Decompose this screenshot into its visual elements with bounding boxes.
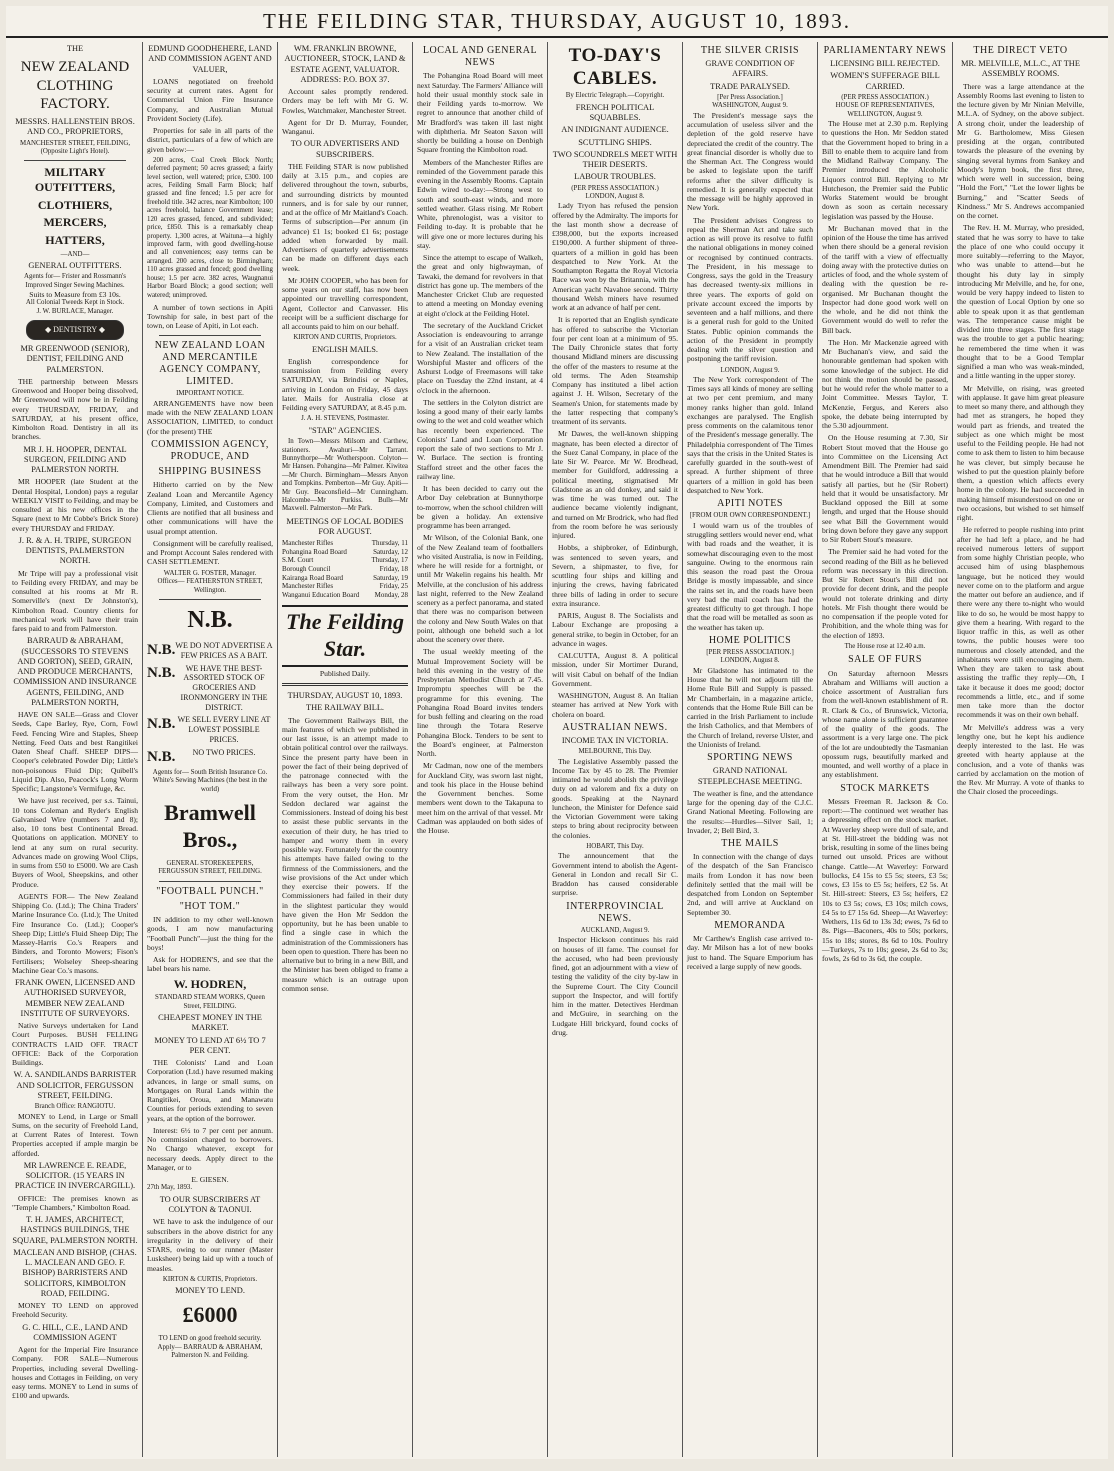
column-7: [818, 42, 953, 1457]
cables-head-5: LABOUR TROUBLES.: [574, 172, 656, 182]
sporting-title: SPORTING NEWS: [707, 752, 793, 764]
dateline: THURSDAY, AUGUST 10, 1893.: [287, 691, 403, 701]
apply-barraud: Apply— BARRAUD & ABRAHAM, Palmerston N. and Feilding.: [157, 1343, 263, 1360]
sporting-body: The weather is fine, and the attendance large for the opening day of the C.J.C. Grand National Meeting. Following are the results:—Hurdles—Silver Sail, 1; Invader, 2; Bell Bird, 3.: [687, 788, 813, 835]
goodhere-title: EDMUND GOODHEHERE, LAND AND COMMISSION AGENT AND VALUER,: [148, 44, 272, 74]
meeting-body: Kairanga Road Board: [282, 573, 344, 582]
nb-row-text: WE DO NOT ADVERTISE A FEW PRICES AS A BAIT.: [175, 641, 273, 660]
giesen-sign: E. GIESEN.: [191, 1175, 229, 1185]
apiti-notes-title: APITI NOTES: [717, 498, 783, 510]
cables-body-6: CALCUTTA, August 8. A political mission, under Sir Mortimer Durand, will visit Cabul on behalf of the Indian Government.: [552, 651, 678, 688]
meeting-date: Monday, 28: [374, 590, 408, 599]
cables-body-3: Mr Dawes, the well-known shipping magnate, has been elected a director of the Suez Canal Company, in place of the late Sir W. Pearce. Mr W. Brodhead, member for Guildford, addressing a political meeting, stigmatised Mr Gladstone as an old donkey, and said it was time he was turned out. The audience became violently indignant, and turned on Mr Brodrick, who had fled from the room before he was seriously injured.: [552, 429, 678, 541]
hill-title: G. C. HILL, C.E., LAND AND COMMISSION AGENT: [22, 1322, 128, 1342]
stock-body: Messrs Freeman R. Jackson & Co. report:—The continued wet weather has a depressing effect on the stock market. At Waverley sheep were dull of sale, and at St. Hill-street the bidding was not brisk, resulting in some of the lines being turned out unsold. Prices are without change. Cattle—At Waverley: Forward bullocks, £4 15s to £5 5s; steers, £3 5s; cows, £3 15s to £5 5s; heifers, £2 5s. At St. Hill-street: Steers, £3 5s; heifers, £2 10s to £3 5s; cows, £3 10s; milch cows, £4 5s to £7 15s 6d. Sheep—At Waverley: Wethers, 11s 6d to 13s 3d; ewes, 7s 6d to 8s. Pigs—Baconers, 40s to 50s; porkers, 15s to 18s; stores, 8s 6d to 10s. Poultry—Turkeys, 7s to 10s; geese, 2s 6d to 3s; fowls, 2s 6d to 3s 6d, the couple.: [822, 796, 948, 963]
owen-title: FRANK OWEN, LICENSED AND AUTHORISED SURVEYOR, MEMBER NEW ZEALAND INSTITUTE OF SURVEYORS.: [14, 978, 136, 1018]
english-mails: ENGLISH MAILS.: [311, 344, 379, 354]
cheapest-money: CHEAPEST MONEY IN THE MARKET.: [158, 1013, 262, 1033]
nb-mark: N.B.: [147, 748, 176, 765]
silver-sub-1: GRAVE CONDITION OF AFFAIRS.: [705, 59, 795, 79]
divider: [159, 881, 261, 882]
bramwell-sub: GENERAL STOREKEEPERS, FERGUSSON STREET, FEILDING.: [158, 859, 262, 876]
hobart-dateline: HOBART, This Day.: [586, 842, 644, 850]
offices-address: Offices— FEATHERSTON STREET, Wellington.: [157, 578, 263, 594]
hodren-sub: STANDARD STEAM WORKS, Queen Street, FEILDING.: [155, 994, 265, 1010]
barraud-agents: AGENTS FOR— The New Zealand Shipping Co. (Ltd.); The China Traders' Marine Insurance Co. (Ltd.); The United Fire Insurance Co. (Ltd.); Cooper's Sheep Dip; Little's Fluid Sheep Dip; The Massey-Harris Co.'s Reapers and Binders, and Toronto Mowers; Fison's Fertilisers; Wolseley Sheep-shearing Machine Gear Co.'s masons.: [12, 891, 138, 975]
nb-row: [147, 664, 273, 713]
factory-title: NEW ZEALAND CLOTHING FACTORY.: [20, 59, 130, 112]
colonists-body: THE Colonists' Land and Loan Corporation (Ltd.) have resumed making advances, in large or small sums, on Mortgages on Rural Lands within the Rangitikei, Oroua, and Manawatu Counties for periods extending to seven years, at the option of the borrower.: [147, 1058, 273, 1123]
consignment-text: Consignment will be carefully realised, and Prompt Account Sales rendered with CASH SETTLEMENT.: [147, 538, 273, 567]
dentist-emblem: ◆ DENTISTRY ◆: [26, 320, 124, 340]
reade-title: MR LAWRENCE E. READE, SOLICITOR. (15 YEARS IN PRACTICE IN INVERCARGILL).: [14, 1160, 136, 1191]
hobart-body: The announcement that the Government intend to abolish the Agent-General in London and recall Sir C. Braddon has caused considerable surprise.: [552, 851, 678, 898]
nb-row-text: WE HAVE THE BEST-ASSORTED STOCK OF GROCERIES AND IRONMONGERY IN THE DISTRICT.: [180, 663, 268, 712]
arrangements-text: ARRANGEMENTS have now been made with the NEW ZEALAND LOAN ASSOCIATION, LIMITED, to conduct (for the present) THE: [147, 398, 273, 436]
published-daily: Published Daily.: [319, 668, 371, 678]
divider: [282, 683, 408, 686]
newspaper-flag: The Feilding Star.: [282, 605, 408, 667]
franklin-body: Account sales promptly rendered. Orders may be left with Mr G. W. Fowles, Watchmaker, Manchester Street.: [282, 87, 408, 115]
nb-mark: N.B.: [147, 664, 176, 681]
memoranda-body: Mr Carthew's English case arrived to-day. Mr Milson has a lot of new books just to hand. The Square Emporium has received a large supply of new goods.: [687, 934, 813, 971]
mercers: MERCERS,: [43, 215, 107, 230]
melbourne-dateline: MELBOURNE, This Day.: [578, 748, 652, 756]
column-1: [8, 42, 143, 1457]
table-row: [282, 591, 408, 600]
important-notice: IMPORTANT NOTICE.: [176, 390, 244, 398]
nb-row: [147, 641, 273, 661]
sandilands-branch: Branch Office: RANGIOTU.: [34, 1103, 116, 1111]
suits-text: Suits to Measure from £3 10s.: [29, 290, 121, 300]
house-label: HOUSE OF REPRESENTATIVES,: [835, 102, 935, 110]
nb-heading: N.B.: [187, 606, 233, 633]
mails-body: In connection with the change of days of the despatch of the San Francisco mails from London it has now been definitely settled that the mail will be despatched from London on September 2nd, and will arrive at Auckland on September 30.: [687, 852, 813, 917]
melbourne-body: The Legislative Assembly passed the Income Tax by 45 to 28. The Premier intimated he would abolish the privilege duty on ad valorem and fix a duty on goods. Speaking at the Naynard luncheon, the Minister for Defence said the Victorian Government were taking steps to bring about reciprocity between the colonies.: [552, 756, 678, 840]
direct-veto-sub: MR. MELVILLE, M.L.C., AT THE ASSEMBLY ROOMS.: [961, 59, 1080, 79]
home-body: Mr Gladstone has intimated to the House that he will not adjourn till the Home Rule Bill and Supply is passed. Mr Chamberlain, in a magazine article, contends that the Home Rule Bill can be carried in the Irish Parliament to include the Irish Catholics, and that Members of the Church of Ireland, reverse Ulster, and the Unionists of Ireland.: [687, 665, 813, 749]
local-body-3: Since the attempt to escape of Walkeh, the great and only highwayman, of Tawaki, the demand for revolvers in that district has gone up. The members of the Manchester Cricket Club are requested to attend a meeting on Monday evening at eight o'clock at the Feilding Hotel.: [417, 253, 543, 318]
meeting-body: S.M. Court: [282, 556, 314, 565]
local-body-7: Mr Wilson, of the Colonial Bank, one of the New Zealand team of footballers who visited Australia, is now in Feilding, where he will reside for a fortnight, or until Mr Wakelin regains his health. Mr Melville, at the conclusion of his address last night, referred to the New Zealand scenery as a perfect panorama, and stated that there was no comparison between the colony and New South Wales on that point, although one beheld such a lot about the scenery over there.: [417, 533, 543, 645]
cables-body-4: Hobbs, a shipbroker, of Edinburgh, was sentenced to seven years, and Severn, a shipmaster, to five, for scuttling four ships and killing and injuring the crews, having fabricated three bills of lading in order to secure extra insurance.: [552, 543, 678, 608]
cables-body-7: WASHINGTON, August 8. An Italian steamer has arrived at New York with cholera on board.: [552, 691, 678, 719]
subscribers-body: THE Feilding STAR is now published daily at 3.15 p.m., and copies are delivered throughout the town, suburbs, and surrounding districts by mounted runners, and is for sale by our runner, and at the office of Mr Maitland's Coach. Terms of subscription—Per annum (in advance) £1 1s; booked £1 6s; postage added when forwarded by mail. Advertisers of quarterly advertisements can be made on different days each week.: [282, 161, 408, 273]
hodren-title: W. HODREN,: [173, 976, 247, 991]
cooper-body: Mr JOHN COOPER, who has been for some years on our staff, has now been appointed our travelling correspondent, Agent, Collector and Canvasser. His receipt will be a sufficient discharge for all accounts paid to him on our behalf.: [282, 275, 408, 331]
silver-body-2: The President advises Congress to repeal the Sherman Act and take such action as will prove its resolve to fulfil the national obligations in money coined or recognised by continued contracts. The President, in his message to Congress, says the gold in the Treasury has decreased twenty-six millions in three years. The exports of gold on private account exceed the imports by seventeen and a half millions, and there is a general rush for gold to the United States. Public opinion commands the action of the President in promptly dealing with the silver question and postponing the tariff revision.: [687, 215, 813, 364]
and-label: —AND—: [60, 250, 90, 258]
meeting-body: Wanganui Education Board: [282, 590, 360, 599]
cables-head-2: AN INDIGNANT AUDIENCE.: [561, 125, 669, 135]
furs-body: On Saturday afternoon Messrs Abraham and Williams will auction a choice assortment of Australian furs from the well-known establishment of R. R. Clark & Co., of Brunswick, Victoria, whose name alone is sufficient guarantee of the quality of the goods. The assortment is a very large one. The pick of the lot are undoubtedly the Tasmanian opossum rugs, beautifully marked and mounted, and well worthy of a place in any establishment.: [822, 668, 948, 780]
hot-tom-body: IN addition to my other well-known goods, I am now manufacturing "Football Punch"—just the thing for the boys!: [147, 915, 273, 952]
meetings-table: [282, 539, 408, 599]
six-thousand: £6000: [182, 1302, 238, 1328]
factory-props: MESSRS. HALLENSTEIN BROS. AND CO., PROPRIETORS,: [15, 117, 135, 137]
meeting-date: Thursday, 17: [371, 556, 408, 565]
football-punch: "FOOTBALL PUNCH.": [156, 885, 264, 897]
column-6: [683, 42, 818, 1457]
owen-body: Native Surveys undertaken for Land Court Purposes. BUSH FELLING CONTRACTS LAID OFF. TRACT OFFICE: Back of the Corporation Buildings.: [12, 1021, 138, 1068]
local-body-8: The usual weekly meeting of the Mutual Improvement Society will be held this evening in the vestry of the Presbyterian Methodist Church at 7.45. Impromptu speeches will be the programme for this evening. The Pohangina Road Board invites tenders for bush felling and clearing on the road line through the Totara Reserve Pohangina Block. Tenders to be sent to the Board's engineer, at Palmerston North.: [417, 647, 543, 759]
column-5: [548, 42, 683, 1457]
local-body-9: Mr Cadman, now one of the members for Auckland City, was sworn last night, and took his place in the House behind the Government benches. Some members went down to the Takapuna to meet him on the arrival of that vessel. Mr Cadman was applauded on both sides of the House.: [417, 761, 543, 836]
agencies-list: In Town—Messrs Milsom and Carthew, stationers. Awahuri—Mr Tarrant. Bunnythorpe—Mr Wotherspoon. Colyton—Mr Hansen. Pohangina—Mr Palmer. Kiwitea—Mr Church. Birmingham—Messrs Anyon and Tompkins. Pemberton—Mr Guy. Apiti—Mr Guy. Beaconsfield—Mr Cunningham. Halcombe—Mr Purkiss. Bulls—Mr Maxwell. Palmerston—Mr Park.: [282, 438, 408, 513]
money-lend-title: MONEY TO LEND.: [175, 1286, 245, 1296]
general-outfitters: GENERAL OUTFITTERS.: [28, 261, 122, 271]
maclean-title: MACLEAN AND BISHOP, (CHAS. L. MACLEAN AND GEO. F. BISHOP) BARRISTERS AND SOLICITORS, KIMBOLTON ROAD, FEILDING.: [13, 1247, 137, 1298]
hooper-notice: MR HOOPER (late Student at the Dental Hospital, London) pays a regular WEEKLY VISIT to Feilding, and may be consulted at his new offices in the Square (next to Mr Cobbe's Brick Store) every THURSDAY and FRIDAY.: [12, 477, 138, 533]
meeting-body: Manchester Rifles: [282, 539, 334, 548]
shipping-business: SHIPPING BUSINESS: [158, 466, 262, 478]
press-assoc: (PER PRESS ASSOCIATION.): [841, 93, 929, 101]
meeting-date: Thursday, 11: [371, 539, 408, 548]
parl-body-4: On the House resuming at 7.30, Sir Robert Stout moved that the House go into Committee on the Licensing Act Amendment Bill. The Premier had said that he would introduce a Bill that would satisfy all parties, but he (Sir Robert) held that it would be unsatisfactory. Mr Buckland opposed the Bill at some length, and urged that the House should see what Bill the Government would bring down before they gave any support to Sir Robert Stout's measure.: [822, 433, 948, 545]
bramwell-agents: Agents for— South British Insurance Co. White's Sewing Machines (the best in the world): [152, 768, 268, 793]
meeting-body: Pohangina Road Board: [282, 547, 347, 556]
six-thousand-body: TO LEND on good freehold security.: [158, 1335, 262, 1343]
cables-sub: By Electric Telegraph.—Copyright.: [565, 92, 665, 100]
direct-veto-title: THE DIRECT VETO: [973, 45, 1068, 56]
meeting-date: Friday, 25: [379, 582, 408, 591]
the-label: THE: [66, 44, 84, 53]
meeting-date: Saturday, 19: [373, 573, 408, 582]
factory-opposite: (Opposite Light's Hotel).: [40, 148, 110, 156]
barraud-body: HAVE ON SALE—Grass and Clover Seeds, Cape Barley, Rye, Corn, Fowl Feed. Fencing Wire and Staples, Sheep Netting. Feed Oats and best Rangitikei Oaten Sheaf Chaff. SHEEP DIPS—Cooper's celebrated Powder Dip; Little's non-poisonous Fluid Dip; Quibell's Liquid Dip. Also, Peacock's Long Worm Specific; Langstone's Vermifuge, &c.: [12, 710, 138, 794]
goodhere-body: LOANS negotiated on freehold security at current rates. Agent for Commercial Union Fire Insurance Company, and Australian Mutual Provident Society (Life).: [147, 76, 273, 123]
press-assoc: (PER PRESS ASSOCIATION.): [571, 184, 659, 192]
tweeds-text: All Colonial Tweeds Kept in Stock.: [25, 299, 125, 307]
home-sub: [PER PRESS ASSOCIATION.]: [706, 649, 794, 656]
nb-row-text: NO TWO PRICES.: [192, 747, 256, 757]
column-4: [413, 42, 548, 1457]
columns: [6, 38, 1108, 1457]
colyton-body: WE have to ask the indulgence of our subscribers in the above district for any irregularity in the delivery of their STARS, owing to our runner (Master Lusksheer) being laid up with a touch of measles.: [147, 1217, 273, 1273]
money-lend-notice: MONEY to Lend, in Large or Small Sums, on the security of Freehold Land, at Current Rates of Interest. Town Properties accepted if ample margin be afforded.: [12, 1111, 138, 1158]
railway-body: The Government Railways Bill, the main features of which we published in our last issue, is an attempt made to obtain political control over the railways. Since the present party have been in power the fact of their being deprived of the patronage connected with the railways has been a very sore point. From the very outset, the Hon. Mr Seddon declared war against the Commissioners. Instead of doing his best to assist these public servants in the execution of their duty, he has tried to hamper and worry them in every possible way. Fortunately for the country his attempts have failed owing to the firmness of the Commissioners, and the wise provisions of the Act under which they exercise their powers. If the Commissioners had failed in their duty in the slightest particular they would have given the Hon Mr Seddon the opportunity, but he has been unable to find a single case in which the administration of the Commissioners has been open to question. There has been no alternative but to bring in a new Bill, and the Minister has been obliged to frame a measure which is an outrage upon common sense.: [282, 715, 408, 993]
factory-address: MANCHESTER STREET, FEILDING,: [19, 139, 131, 147]
silver-body-1: The President's message says the accumulation of useless silver and the depletion of the gold reserve have depreciated the credit of the country. The great financial disorder is wholly due to the Sherman Act. The Congress would be asked to legislate upon the tariff reforms after the silver difficulty is remedied. It is generally expected that the message will be highly approved in New York.: [687, 110, 813, 213]
reade-office: OFFICE: The premises known as "Temple Chambers," Kimbolton Road.: [12, 1193, 138, 1212]
kirton-sign: KIRTON & CURTIS, Proprietors.: [162, 1275, 258, 1283]
barraud-title: BARRAUD & ABRAHAM, (SUCCESSORS TO STEVENS AND GORTON), SEED, GRAIN, AND PRODUCE MERCHANTS, COMMISSION AND INSURANCE AGENTS, FEILDING, AND PALMERSTON NORTH,: [13, 636, 137, 707]
tripe-notice: Mr Tripe will pay a professional visit to Feilding every FRIDAY, and may be consulted at his rooms at Mr R. Somerville's (next Dr Johnston's), Kimbolton Road. Country clients for mechanical work will have their train fares paid to and from Palmerston.: [12, 568, 138, 634]
newspaper-page: [6, 6, 1108, 1459]
table-row: [282, 556, 408, 565]
london-dateline: LONDON, August 9.: [720, 366, 780, 374]
town-sections: A number of town sections in Apiti Township for sale, in best part of the town, on Lease of Apiti, in Lot each.: [147, 302, 273, 331]
tripe-title: J. R. & A. H. TRIPE, SURGEON DENTISTS, PALMERSTON NORTH.: [18, 535, 132, 566]
silver-crisis-title: THE SILVER CRISIS: [700, 45, 800, 56]
bramwell-title: Bramwell Bros.,: [164, 800, 256, 853]
local-body-5: The settlers in the Colyton district are losing a good many of their early lambs owing to the wet and cold weather which has recently been experienced. The Colonists' Land and Loan Corporation report the sale of two sections to Mr J. W. Burlace. The section is fronting Stafford street and the other faces the railway line.: [417, 397, 543, 481]
money-to-lend-rate: MONEY TO LEND AT 6½ TO 7 PER CENT.: [154, 1035, 266, 1055]
grand-national: GRAND NATIONAL STEEPLECHASE MEETING.: [697, 766, 803, 786]
veto-body-3: Mr Melville, on rising, was greeted with applause. It gave him great pleasure to meet so many there, and although they had met as strangers, he hoped they would part as friends, and treated the subject as one which might be most useful to the Feilding people. He had not come to ask them to listen to him because he was clever, but simply because he wished to put the question plainly before them, a question which affects every home in the colony. He had succeeded in making himself misunderstood on one or two occasions, but wished to set himself right.: [957, 383, 1084, 523]
washington-dateline: WASHINGTON, August 9.: [712, 102, 788, 110]
commission-agency: COMMISSION AGENCY, PRODUCE, AND: [151, 438, 269, 463]
home-dateline: LONDON, August 8.: [720, 657, 780, 665]
wellington-dateline: WELLINGTON, August 9.: [847, 110, 923, 118]
parl-sub-1: LICENSING BILL REJECTED.: [830, 59, 940, 69]
star-agencies: "STAR" AGENCIES.: [308, 425, 382, 435]
meeting-body: Manchester Rifles: [282, 582, 334, 591]
memoranda-title: MEMORANDA: [714, 919, 786, 931]
outfitters: MILITARY OUTFITTERS,: [34, 165, 116, 195]
divider: [159, 599, 261, 600]
shipping-body: Hitherto carried on by the New Zealand Loan and Mercantile Agency Company, Limited, and Customers and Clients are notified that all business and other communications will have the usual prompt attention.: [147, 480, 273, 536]
greenwood-title: MR GREENWOOD (SENIOR), DENTIST, FEILDING AND PALMERSTON.: [20, 344, 130, 374]
parl-body-1: The House met at 2.30 p.m. Replying to questions the Hon. Mr Seddon stated that the Government hoped to bring in a Bill to enable them to acquire land from the Midland Railway Company. The Premier introduced the Alcoholic Liquors control Bill. Replying to Mr Hutcheson, the Premier said the Public Works Statement would be brought down as soon as certain necessary legislation was passed by the House.: [822, 119, 948, 221]
clothiers: CLOTHIERS,: [37, 197, 113, 212]
cables-body-5: PARIS, August 8. The Socialists and Labour Exchange are proposing a general strike, to begin in October, for an advance in wages.: [552, 611, 678, 648]
cables-title: TO-DAY'S CABLES.: [568, 45, 662, 90]
local-body-2: Members of the Manchester Rifles are reminded of the Government parade this evening in the Assembly Rooms. Captain Edwin wired to-day:—Strong west to south and south-east winds, and more settled weather. Glass rising. Mr Robert White, phrenologist, was a visitor to Feilding to-day. It is probable that he will give one or more lectures during his stay.: [417, 157, 543, 250]
parl-body-3: The Hon. Mr Mackenzie agreed with Mr Buchanan's view, and said the honourable gentleman had spoken with some knowledge of the subject. He did not think the motion should be passed, but he would refer the whole matter to a Joint Committee. Messrs Taylor, T. McKenzie, Fergus, and Kerers also spoke, the debate being interrupted by the 5.30 adjournment.: [822, 337, 948, 431]
foster-manager: WALTER G. FOSTER, Manager.: [163, 569, 257, 577]
divider: [159, 335, 261, 336]
sale-furs-title: SALE OF FURS: [848, 654, 922, 666]
cables-body-1: Lady Tryon has refused the pension offered by the Admiralty. The imports for the last month show a decrease of £398,000, but the exports increased £190,000. A further shipment of three-quarters of a million in gold has been despatched to New York. At the Southampton Regatta the Royal Victoria Race was won by the Britannia, with the American yacht Navahoe second. Thirty thousand Welsh miners have resumed work at an advance of half per cent.: [552, 201, 678, 313]
australian-news: AUSTRALIAN NEWS.: [562, 721, 668, 733]
silver-sub-2: TRADE PARALYSED.: [710, 81, 790, 91]
parl-body-2: Mr Buchanan moved that in the opinion of the House the time has arrived when there should be a general revision of the tariff with a view of effectually doing away with the protective duties on articles of food, and the whole system of dealing with the question be re-organised. Mr Buchanan thought the Inspector had done good work well on the whole, and he did not think the Government would do well to refer the Bill back.: [822, 223, 948, 335]
meetings-title: MEETINGS OF LOCAL BODIES FOR AUGUST.: [286, 516, 404, 537]
agents-text: Agents for— Frister and Rossmann's Improved Singer Sewing Machines.: [24, 273, 126, 289]
mails-title: THE MAILS: [721, 838, 779, 850]
divider: [24, 160, 126, 161]
auckland-dateline: AUCKLAND, August 9.: [580, 927, 650, 935]
parliamentary-title: PARLIAMENTARY NEWS: [823, 45, 947, 56]
cables-head-4: TWO SCOUNDRELS MEET WITH THEIR DESERTS.: [552, 149, 678, 170]
nb-row-text: WE SELL EVERY LINE AT LOWEST POSSIBLE PRICES.: [177, 715, 271, 744]
house-rose: The House rose at 12.40 a.m.: [844, 642, 926, 650]
greenwood-notice: THE partnership between Messrs Greenwood and Hooper being dissolved, Mr Greenwood will now be in Feilding every THURSDAY, FRIDAY, and SATURDAY, at his present office, Kimbolton Road. Dentistry in all its branches.: [12, 376, 138, 442]
subscribers-title: TO OUR ADVERTISERS AND SUBSCRIBERS.: [290, 139, 400, 159]
cables-head-3: SCUTTLING SHIPS.: [578, 137, 652, 147]
railway-title: THE RAILWAY BILL.: [305, 703, 385, 713]
local-body-4: The secretary of the Auckland Cricket Association is endeavouring to arrange for a visit of an Australian cricket team to New Zealand. The installation of the Worshipful Master and officers of the Ashurst Lodge of Freemasons will take place on Tuesday the 22nd instant, at 4 o'clock in the afternoon.: [417, 320, 543, 395]
local-body-6: It has been decided to carry out the Arbor Day celebration at Bunnythorpe to-morrow, when the school children will be given a holiday. An extensive programme has been arranged.: [417, 484, 543, 531]
burlace-manager: J. W. BURLACE, Manager.: [36, 307, 114, 315]
sandilands-title: W. A. SANDILANDS BARRISTER AND SOLICITOR, FERGUSSON STREET, FEILDING.: [13, 1070, 137, 1100]
apiti-sub: [FROM OUR OWN CORRESPONDENT.]: [689, 512, 811, 520]
veto-body-1: There was a large attendance at the Assembly Rooms last evening to listen to the lecture given by Mr Ninian Melville, M.L.A. of Sydney, on the above subject. A strong choir, under the leadership of Mr G. Bartholomew, Miss Giesen presiding at the organ, contributed towards the pleasure of the evening by singing several hymns from Sankey and Moody's hymn book, the first three, which were well in succession, being "Hold the Fort," "Let the lower lights be Burning," and "Scatter Seeds of Kindness." Mr S. Andrews accompanied on the cornet.: [957, 81, 1084, 221]
masthead: THE FEILDING STAR, THURSDAY, AUGUST 10, 1893.: [6, 6, 1108, 38]
hatters: HATTERS,: [45, 232, 105, 247]
table-row: [282, 574, 408, 583]
nb-row: [147, 748, 273, 766]
maclean-body: MONEY TO LEND on approved Freehold Security.: [12, 1301, 138, 1320]
meeting-date: Saturday, 12: [373, 547, 408, 556]
kirton-proprietors: KIRTON AND CURTIS, Proprietors.: [293, 334, 397, 342]
table-row: [282, 548, 408, 557]
nb-mark: N.B.: [147, 716, 176, 733]
giesen-date: 27th May, 1893.: [147, 1184, 193, 1192]
home-politics-title: HOME POLITICS: [708, 634, 792, 646]
barraud-body-2: We have just received, per s.s. Tainui, 10 tons Coleman and Ryder's English Galvanised Wire (numbers 7 and 8); also, 10 tons best Continental Bread. Quotations on application. MONEY to lend at any sum on rural security. Advances made on growing Wool Clips, in sums from £50 to £5000. We are Cash Buyers of Wool, Sheepskins, and other Produce.: [12, 796, 138, 889]
table-row: [282, 539, 408, 548]
properties-list: 200 acres, Coal Creek Block North; deferred payment; 50 acres grassed; a fairly level section, well watered; price, £300. 100 acres, Feilding Small Farm Block; half grassed and fine fenced; 1.5 per acre for freehold title. 342 acres, near Kimbolton; 100 acres freehold, balance Government lease; 120 acres grassed, fenced, and subdivided; price, £850. This is a remarkably cheap property. 1,300 acres, at Waituna—a highly improved farm, with good dwelling-house and all conveniences; easy terms can be arranged. 200 acres, close to Birmingham; 110 acres grassed and fenced; good dwelling house; 1.5 per acre. 382 acres, Waugnanui Harbor Board Block; a good section; well watered; unimproved.: [147, 156, 273, 299]
loan-company-title: NEW ZEALAND LOAN AND MERCANTILE AGENCY COMPANY, LIMITED.: [154, 339, 266, 388]
franklin-agent: Agent for Dr D. Murray, Founder, Wanganui.: [282, 117, 408, 136]
veto-body-5: Mr Melville's address was a very lengthy one, but he kept his audience deeply interested to the last. He was greeted with hearty applause at the conclusion, and a vote of thanks was carried by acclamation on the motion of the Rev. Mr Murray. A vote of thanks to the Chair closed the proceedings.: [957, 722, 1084, 797]
parl-body-5: The Premier said he had voted for the second reading of the Bill as he believed reform was necessary in this direction. But Sir Robert Stout's Bill did not provide for decent drink, and the people would not tolerate drinking and dirty hotels. Mr Fish thought there would be no compensation if the people voted for Prohibition, and the whole thing was for the election of 1893.: [822, 547, 948, 640]
apiti-body: I would warn us of the troubles of struggling settlers would never end, what with bad roads and the weather, it is somewhat discouraging even to the most sanguine. Owing to the enormous rain this season the road past the Oroua Bridge is mostly impassable, and since the rains set in, and the roads have been very bad the mail coach has had the greatest difficulty to get through. I hope that the road will be metalled as soon as the weather has taken up.: [687, 520, 813, 632]
properties-intro: Properties for sale in all parts of the district, particulars of a few of which are given below:—: [147, 126, 273, 154]
meeting-date: Friday, 18: [379, 564, 408, 573]
local-body: The Pohangina Road Board will meet next Saturday. The Farmers' Alliance will hold their usual monthly stock sale in their Feilding yards to-morrow. We regret to announce that another child of Mr Bradford's was taken ill last night with diphtheria. Mr Seaton Saxon will shortly be building a house on Denbigh Square fronting the Kimbolton road.: [417, 71, 544, 155]
meeting-body: Borough Council: [282, 564, 331, 573]
interprovincial-news: INTERPROVINCIAL NEWS.: [566, 900, 664, 924]
column-3: [278, 42, 413, 1457]
mails-body: English correspondence for transmission from Feilding every SATURDAY, via Brindisi or Naples, arriving in London on Friday, 45 days later. Mails for Australia close at Feilding every SATURDAY, at 8.45 p.m.: [282, 356, 408, 413]
james-title: T. H. JAMES, ARCHITECT, HASTINGS BUILDINGS, THE SQUARE, PALMERSTON NORTH.: [12, 1215, 138, 1245]
hodren-ask: Ask for HODREN'S, and see that the label bears his name.: [147, 955, 273, 974]
press-assoc: [Per Press Association.]: [717, 93, 783, 101]
colyton-title: TO OUR SUBSCRIBERS AT COLYTON & TAONUI.: [159, 1194, 261, 1215]
interest-body: Interest: 6½ to 7 per cent per annum. No commission charged to borrowers. No Chargo whatever, except for necessary deeds. Apply direct to the Manager, or to: [147, 1125, 273, 1172]
veto-body-2: The Rev. H. M. Murray, who presided, stated that he was sorry to have to take the place of one who could occupy it more suitably—referring to the Mayor, who was unable to attend—but he thought his duty lay in simply introducing Mr Melville, and he, for one, would be very happy indeed to listen to the question of Local Option by one so able to speak upon it as that gentleman was. The temperance cause might be divided into three stages. The first stage was the trouble to get a public hearing; he remembered the time when it was thought that to be a Good Templar signified a man who was weak-minded, and a little wanting in the upper storey.: [957, 223, 1084, 381]
income-tax: INCOME TAX IN VICTORIA.: [561, 736, 669, 746]
silver-body-3: The New York correspondent of The Times says all kinds of money are selling at two per cent premium, and many money ranks higher than gold. Inland exchanges are paralysed. The English press comments on the calamitous tenor of the President's message generally. The Philadelphia correspondent of The Times says that the crisis in the United States is carefully guarded in the south-west of spread. A further shipment of three quarters of a million in gold has been despatched to New York.: [687, 374, 813, 495]
london-dateline: LONDON, August 8.: [585, 192, 645, 200]
parl-sub-2: WOMEN'S SUFFERAGE BILL CARRIED.: [830, 71, 940, 91]
nb-mark: N.B.: [147, 642, 176, 659]
veto-body-4: He referred to people rushing into print after he had left a place, and he had received numerous letters of support from some highly Christian people, who accused him of using blasphemous language, but he noticed they would never come on to the platform and argue the matter out before an audience, and if there were any there to-night who would like to do so, he would be most happy to give them a hearing. With regard to the liquor traffic in this, as well as other towns, the public houses were too numerous and closely attended, and the inhabitants were still encouraging them. When they are taken to task about assisting the traffic they reply—Oh, I take it because it does me good; doctor recommends a little, etc., and if some men take more than the doctor recommends it was on their own behalf.: [957, 525, 1084, 720]
postmaster: J. A. H. STEVENS, Postmaster.: [301, 415, 389, 423]
hooper-title: MR J. H. HOOPER, DENTAL SURGEON, FEILDING AND PALMERSTON NORTH.: [23, 444, 127, 475]
hot-tom: "HOT TOM.": [179, 900, 241, 912]
hill-body: Agent for the Imperial Fire Insurance Company. FOR SALE—Numerous Properties, including several Dwelling-houses and Cottages in Feilding, on very easy terms. MONEY to Lend in sums of £100 and upwards.: [12, 1345, 138, 1401]
table-row: [282, 582, 408, 591]
column-2: [143, 42, 278, 1457]
stock-markets-title: STOCK MARKETS: [840, 782, 930, 794]
local-news-title: LOCAL AND GENERAL NEWS: [422, 45, 538, 69]
auckland-body: Inspector Hickson continues his raid on houses of ill fame. The counsel for the accused, who had been previously fined, got an adjournment with a view of testing the validity of the city by-law in the Supreme Court. The City Council support the Inspector, and will fortify him in the matter. Detectives Herdman and McGuire, in searching on the Ludgate Hill brickyard, found cocks of drug.: [552, 935, 678, 1037]
column-8: [953, 42, 1088, 1457]
table-row: [282, 565, 408, 574]
cables-head-1: FRENCH POLITICAL SQUABBLES.: [575, 102, 655, 123]
nb-row: [147, 715, 273, 744]
cables-body-2: It is reported that an English syndicate has offered to subscribe the Victorian four per cent loan at a minimum of 95. The Daily Chronicle states that forty thousand Midland miners are discussing the offer of the masters to resume at the old terms. The Aden Steamship Company has instituted a libel action against J. H. Wilson, Secretary of the Seamen's Union, for statements made by the latter respecting that company's treatment of its servants.: [552, 315, 678, 427]
franklin-title: WM. FRANKLIN BROWNE, AUCTIONEER, STOCK, LAND & ESTATE AGENT, VALUATOR. ADDRESS: P.O. BOX 37.: [284, 44, 406, 84]
